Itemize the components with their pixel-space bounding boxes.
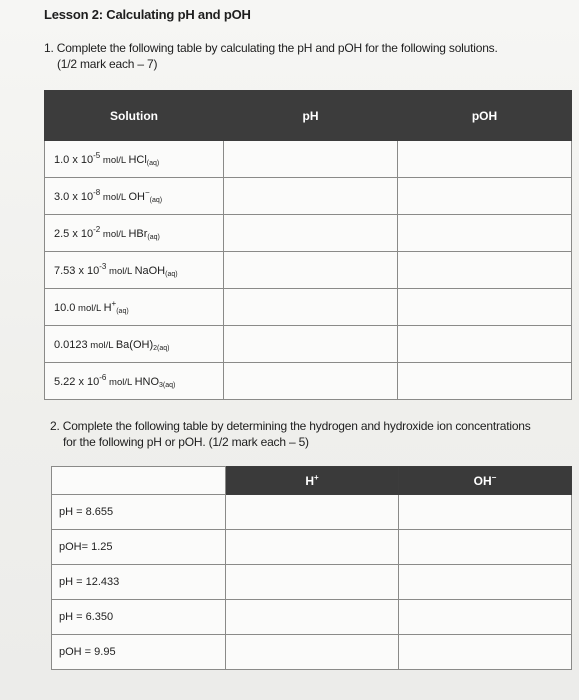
question-2-instructions: [50, 418, 570, 450]
solution-cell: [45, 215, 224, 252]
concentration-unit: mol/L: [75, 303, 104, 314]
ph-answer-cell[interactable]: [224, 363, 398, 400]
question-1-marks: (1/2 mark each – 7): [57, 57, 158, 71]
ph-poh-table: [44, 90, 572, 400]
solution-cell: [45, 178, 224, 215]
concentration-unit: mol/L: [100, 192, 129, 203]
given-value-cell: pH = 8.655: [52, 495, 226, 530]
header-h-label: H: [305, 474, 314, 488]
table-row: [45, 289, 572, 326]
poh-answer-cell[interactable]: [398, 141, 572, 178]
chemical-species: Ba(OH): [115, 339, 154, 351]
header-blank: [52, 467, 226, 495]
header-solution: Solution: [45, 91, 224, 141]
header-poh: pOH: [398, 91, 572, 141]
question-1-instructions: [44, 40, 564, 72]
hydroxide-ion-answer-cell[interactable]: [399, 635, 572, 670]
given-value-cell: pH = 6.350: [52, 600, 226, 635]
given-value-cell: pOH= 1.25: [52, 530, 226, 565]
table-row: [52, 565, 572, 600]
concentration-unit: mol/L: [100, 155, 129, 166]
table-row: [45, 326, 572, 363]
concentration-exponent: -3: [99, 262, 107, 271]
question-1-text: 1. Complete the following table by calculating the pH and pOH for the following solutions.: [44, 41, 498, 55]
hydroxide-ion-answer-cell[interactable]: [399, 565, 572, 600]
chemical-species: OH: [128, 191, 145, 203]
state-subscript: (aq): [149, 197, 163, 204]
given-value-cell: pH = 12.433: [52, 565, 226, 600]
ion-charge: −: [144, 188, 150, 197]
table-row: [52, 600, 572, 635]
question-2-text: 2. Complete the following table by determining the hydrogen and hydroxide ion concentrations: [50, 419, 531, 433]
concentration-unit: mol/L: [87, 340, 116, 351]
solution-cell: [45, 141, 224, 178]
poh-answer-cell[interactable]: [398, 326, 572, 363]
table-header-row: [45, 91, 572, 141]
table-row: [52, 495, 572, 530]
header-oh-charge: −: [491, 473, 497, 482]
table-row: [45, 363, 572, 400]
chemical-species: NaOH: [134, 265, 166, 277]
concentration-value: 2.5 x 10: [54, 228, 94, 240]
hydroxide-ion-answer-cell[interactable]: [399, 600, 572, 635]
solution-cell: [45, 252, 224, 289]
table-row: [45, 215, 572, 252]
poh-answer-cell[interactable]: [398, 252, 572, 289]
chemical-species: H: [103, 302, 112, 314]
table-row: [52, 530, 572, 565]
hydrogen-ion-answer-cell[interactable]: [226, 600, 399, 635]
concentration-unit: mol/L: [106, 377, 135, 388]
ph-answer-cell[interactable]: [224, 326, 398, 363]
concentration-value: 10.0: [54, 302, 76, 314]
concentration-value: 3.0 x 10: [54, 191, 94, 203]
state-subscript: 3(aq): [159, 382, 176, 389]
ph-answer-cell[interactable]: [224, 289, 398, 326]
table-row: [45, 252, 572, 289]
table-header-row: [52, 467, 572, 495]
table-row: [52, 635, 572, 670]
header-ph: pH: [224, 91, 398, 141]
ph-answer-cell[interactable]: [224, 178, 398, 215]
solution-cell: [45, 289, 224, 326]
header-hydrogen-ion: [226, 467, 399, 495]
ph-answer-cell[interactable]: [224, 252, 398, 289]
ion-charge: +: [111, 299, 117, 308]
state-subscript: (aq): [146, 160, 160, 167]
chemical-species: HBr: [128, 228, 148, 240]
chemical-species: HCl: [128, 154, 147, 166]
header-hydroxide-ion: [399, 467, 572, 495]
poh-answer-cell[interactable]: [398, 289, 572, 326]
poh-answer-cell[interactable]: [398, 178, 572, 215]
hydroxide-ion-answer-cell[interactable]: [399, 495, 572, 530]
poh-answer-cell[interactable]: [398, 363, 572, 400]
header-h-charge: +: [314, 473, 319, 482]
solution-cell: [45, 363, 224, 400]
given-value-cell: pOH = 9.95: [52, 635, 226, 670]
ion-concentration-table: [51, 466, 572, 670]
solution-cell: [45, 326, 224, 363]
hydrogen-ion-answer-cell[interactable]: [226, 635, 399, 670]
concentration-unit: mol/L: [106, 266, 135, 277]
concentration-value: 0.0123: [54, 339, 88, 351]
hydroxide-ion-answer-cell[interactable]: [399, 530, 572, 565]
state-subscript: (aq): [165, 271, 178, 278]
hydrogen-ion-answer-cell[interactable]: [226, 495, 399, 530]
chemical-species: HNO: [134, 376, 160, 388]
concentration-exponent: -5: [93, 151, 101, 160]
concentration-exponent: -6: [99, 373, 107, 382]
page-title: Lesson 2: Calculating pH and pOH: [44, 7, 251, 22]
header-oh-label: OH: [473, 474, 492, 488]
state-subscript: (aq): [147, 234, 160, 241]
concentration-exponent: -2: [93, 225, 101, 234]
concentration-value: 1.0 x 10: [54, 154, 94, 166]
state-subscript: 2(aq): [153, 345, 170, 352]
concentration-unit: mol/L: [100, 229, 129, 240]
poh-answer-cell[interactable]: [398, 215, 572, 252]
question-2-marks: for the following pH or pOH. (1/2 mark each – 5): [63, 435, 309, 449]
concentration-value: 5.22 x 10: [54, 376, 100, 388]
ph-answer-cell[interactable]: [224, 215, 398, 252]
concentration-value: 7.53 x 10: [54, 265, 100, 277]
hydrogen-ion-answer-cell[interactable]: [226, 530, 399, 565]
table-row: [45, 178, 572, 215]
hydrogen-ion-answer-cell[interactable]: [226, 565, 399, 600]
concentration-exponent: -8: [93, 188, 101, 197]
ph-answer-cell[interactable]: [224, 141, 398, 178]
table-row: [45, 141, 572, 178]
state-subscript: (aq): [116, 308, 129, 315]
